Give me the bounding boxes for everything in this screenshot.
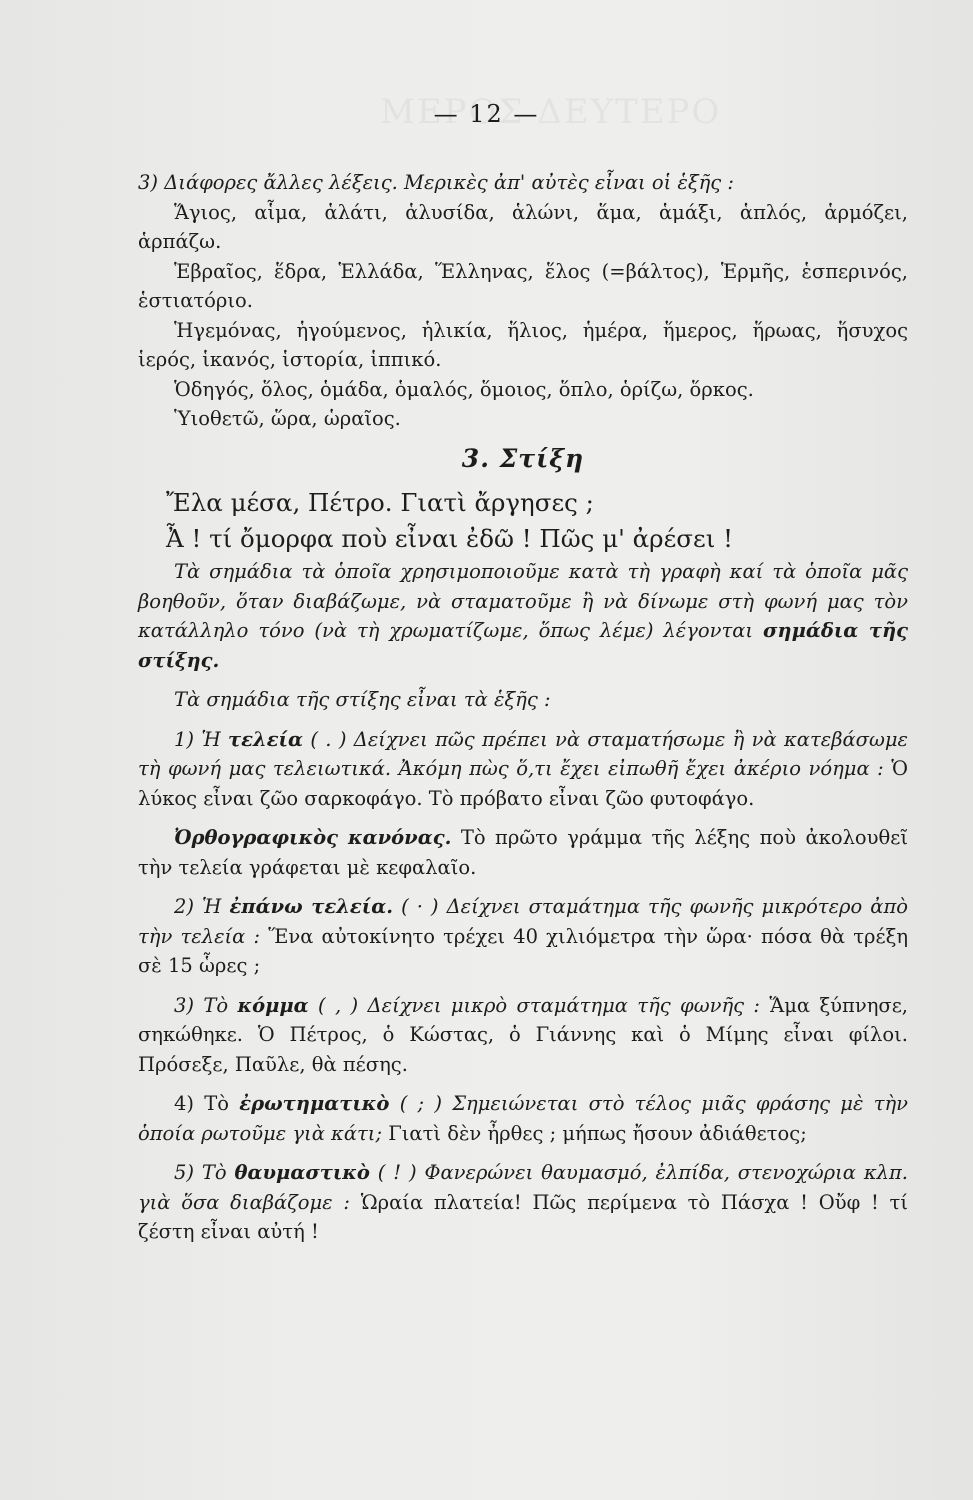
mark-question: 4) Τὸ ἐρωτηματικὸ ( ; ) Σημειώνεται στὸ τέλος μιᾶς φράσης μὲ τὴν ὁποία ρωτοῦμε γιὰ κάτι; Γιατὶ δὲν ἦρθες ; μήπως ἤσουν ἀδιάθετος;: [138, 1092, 909, 1145]
mark-comma: 3) Τὸ κόμμα ( , ) Δείχνει μικρὸ σταμάτημα τῆς φωνῆς : Ἅμα ξύπνησε, σηκώθηκε. Ὁ Πέτρος, ὁ Κώστας, ὁ Γιάννης καὶ ὁ Μίμης εἶναι φίλοι. Πρόσεξε, Παῦλε, θὰ πέσης.: [138, 993, 908, 1076]
punctuation-definition: Τὰ σημάδια τὰ ὁποῖα χρησιμοποιοῦμε κατὰ τὴ γραφὴ καί τὰ ὁποῖα μᾶς βοηθοῦν, ὅταν διαβάζωμε, νὰ σταματοῦμε ἢ νὰ δίνωμε στὴ φωνή μας τὸν κατάλληλο τόνο (νὰ τὴ χρωματίζωμε, ὅπως λέμε) λέγονται σημάδια τῆς στίξης.: [138, 560, 908, 672]
section-heading: 3. Στίξη: [461, 443, 585, 473]
mark-exclamation: 5) Τὸ θαυμαστικὸ ( ! ) Φανερώνει θαυμασμό, ἐλπίδα, στενοχώρια κλπ. γιὰ ὅσα διαβάζομε : Ὡραία πλατεία! Πῶς περίμενα τὸ Πάσχα ! Οὔφ ! τί ζέστη εἶναι αὐτή !: [138, 1161, 908, 1243]
mark-period: 1) Ἡ τελεία ( . ) Δείχνει πῶς πρέπει νὰ σταματήσωμε ἢ νὰ κατεβάσωμε τὴ φωνή μας τελειωτικά. Ἀκόμη πὼς ὅ,τι ἔχει εἰπωθῆ ἔχει ἀκέριο νόημα : Ὁ λύκος εἶναι ζῶο σαρκοφάγο. Τὸ πρόβατο εἶναι ζῶο φυτοφάγο.: [138, 727, 909, 810]
word-list-o: Ὁδηγός, ὅλος, ὁμάδα, ὁμαλός, ὅμοιος, ὅπλο, ὁρίζω, ὅρκος.: [174, 377, 754, 401]
example-sentence-1: Ἔλα μέσα, Πέτρο. Γιατὶ ἄργησες ;: [166, 488, 594, 517]
example-sentence-2: Ἆ ! τί ὄμορφα ποὺ εἶναι ἐδῶ ! Πῶς μ' ἀρέσει !: [166, 524, 733, 553]
word-list-a: Ἅγιος, αἷμα, ἁλάτι, ἁλυσίδα, ἁλώνι, ἅμα, ἁμάξι, ἁπλός, ἁρμόζει, ἁρπάζω.: [138, 200, 908, 253]
mark-upper-dot: 2) Ἡ ἐπάνω τελεία. ( · ) Δείχνει σταμάτημα τῆς φωνῆς μικρότερο ἀπὸ τὴν τελεία : Ἕνα αὐτοκίνητο τρέχει 40 χιλιόμετρα τὴν ὥρα· πόσα θὰ τρέξη σὲ 15 ὧρες ;: [138, 895, 909, 977]
item3-intro: 3) Διάφορες ἄλλες λέξεις. Μερικὲς ἀπ' αὐτὲς εἶναι οἱ ἑξῆς :: [138, 171, 734, 194]
word-list-y: Ὑιοθετῶ, ὥρα, ὡραῖος.: [174, 407, 401, 430]
word-list-h: Ἡγεμόνας, ἡγούμενος, ἡλικία, ἥλιος, ἡμέρα, ἥμερος, ἥρωας, ἥσυχος ἱερός, ἱκανός, ἱστορία, ἱππικό.: [138, 318, 908, 371]
word-list-e: Ἑβραῖος, ἕδρα, Ἑλλάδα, Ἕλληνας, ἕλος (=βάλτος), Ἑρμῆς, ἑσπερινός, ἑστιατόριο.: [138, 259, 908, 312]
punctuation-term: σημάδια τῆς στίξης.: [138, 619, 908, 672]
spelling-rule: Ὀρθογραφικὸς κανόνας. Τὸ πρῶτο γράμμα τῆς λέξης ποὺ ἀκολουθεῖ τὴν τελεία γράφεται μὲ κεφαλαῖο.: [138, 826, 909, 879]
punctuation-list-intro: Τὰ σημάδια τῆς στίξης εἶναι τὰ ἑξῆς :: [174, 688, 551, 711]
page-content: [138, 168, 908, 1247]
page-number: — 12 —: [433, 100, 540, 128]
